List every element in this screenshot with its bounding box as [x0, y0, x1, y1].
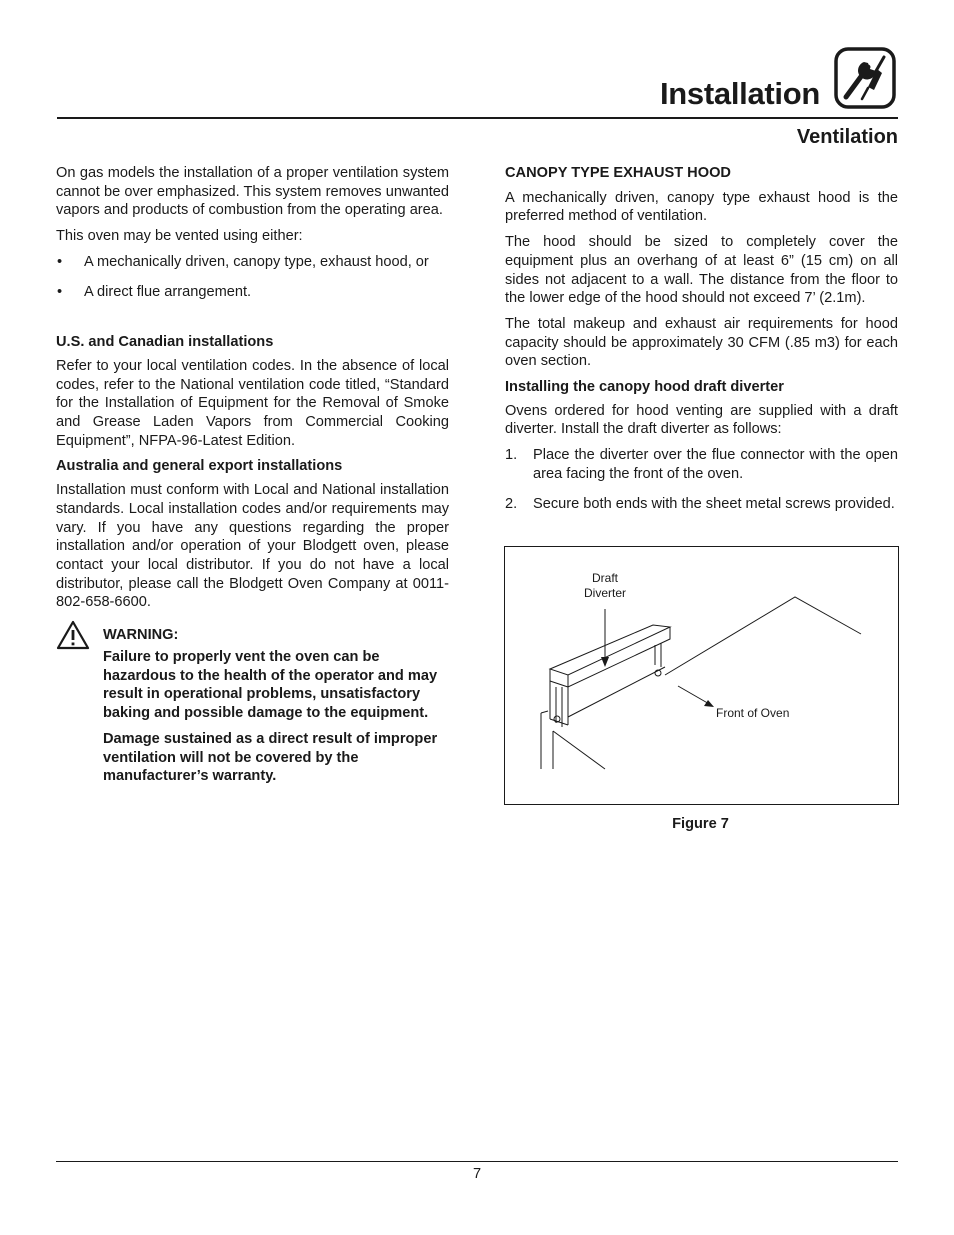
- left-column: [56, 164, 449, 793]
- warning-body: [56, 648, 449, 786]
- front-of-oven-label: Front of Oven: [716, 706, 790, 720]
- canopy-paragraph: A mechanically driven, canopy type exhaust hood is the preferred method of ventilation.: [505, 189, 898, 225]
- right-column: [505, 164, 898, 513]
- list-item-text: A direct flue arrangement.: [84, 283, 252, 300]
- list-item: [56, 283, 449, 302]
- vent-intro: This oven may be vented using either:: [56, 228, 303, 245]
- us-heading: U.S. and Canadian installations: [56, 334, 274, 351]
- list-item: [56, 253, 449, 272]
- canopy-heading: CANOPY TYPE EXHAUST HOOD: [505, 165, 731, 181]
- warning-icon: [56, 620, 90, 650]
- step-text: Place the diverter over the flue connector with the open area facing the front of the oven.: [533, 447, 898, 482]
- diverter-heading: Installing the canopy hood draft diverter: [505, 379, 784, 396]
- aus-paragraph: Installation must conform with Local and National installation standards. Local installation codes and/or requirements may vary. If you have any questions regarding the proper installation and/or operation of your Blodgett oven, please contact your local distributor. If you do not have a local distributor, please call the Blodgett Oven Company at 0011-802-658-6600.: [56, 482, 449, 611]
- list-item-text: A mechanically driven, canopy type, exhaust hood, or: [84, 253, 429, 270]
- canopy-paragraph: The total makeup and exhaust air requirements for hood capacity should be approximately 30 CFM (.85 m3) for each oven section.: [505, 315, 898, 370]
- draft-diverter-diagram: [505, 547, 898, 804]
- step-number: 2.: [505, 495, 518, 512]
- warning-paragraph: Damage sustained as a direct result of improper ventilation will not be covered by the manufacturer’s warranty.: [103, 730, 438, 785]
- figure-caption: Figure 7: [672, 816, 729, 832]
- label-line: Draft: [591, 571, 618, 585]
- label-line: Diverter: [583, 586, 626, 600]
- figure-frame: [504, 546, 899, 805]
- page-number: 7: [472, 1166, 482, 1182]
- warning-paragraph: Failure to properly vent the oven can be hazardous to the health of the operator and may result in operational problems, unsatisfactory baking and possible damage to the equipment.: [103, 649, 438, 722]
- intro-paragraph: On gas models the installation of a proper ventilation system cannot be over emphasized. This system removes unwanted vapors and products of combustion from the operating area.: [56, 165, 449, 219]
- canopy-paragraph: The hood should be sized to completely cover the equipment plus an overhang of at least 6” (15 cm) on all sides not adjacent to a wall. The distance from the floor to the lower edge of the hood should not exceed 7’ (2.1m).: [505, 234, 898, 307]
- warning-header: [56, 626, 449, 648]
- diverter-intro: Ovens ordered for hood venting are supplied with a draft diverter. Install the draft diverter as follows:: [505, 402, 898, 438]
- draft-diverter-label: [565, 571, 645, 601]
- oven-top-outline: [665, 597, 861, 675]
- warning-label: WARNING:: [103, 627, 179, 644]
- step-text: Secure both ends with the sheet metal screws provided.: [533, 495, 895, 512]
- bullet-icon: •: [57, 253, 63, 270]
- tools-icon: [834, 47, 896, 109]
- list-item: [505, 495, 898, 514]
- list-item: [505, 446, 898, 483]
- page-title: Installation: [659, 76, 820, 111]
- header-rule: [57, 117, 898, 119]
- us-paragraph: Refer to your local ventilation codes. In the absence of local codes, refer to the National ventilation code titled, “Standard for the Installation of Equipment for the Removal of Smoke and Grease Laden Vapors from Commercial Cooking Equipment”, NFPA-96-Latest Edition.: [56, 357, 449, 449]
- section-title: Ventilation: [796, 126, 898, 148]
- step-number: 1.: [505, 447, 518, 464]
- footer-rule: [56, 1161, 898, 1162]
- aus-heading: Australia and general export installations: [56, 458, 343, 475]
- bullet-icon: •: [57, 283, 63, 300]
